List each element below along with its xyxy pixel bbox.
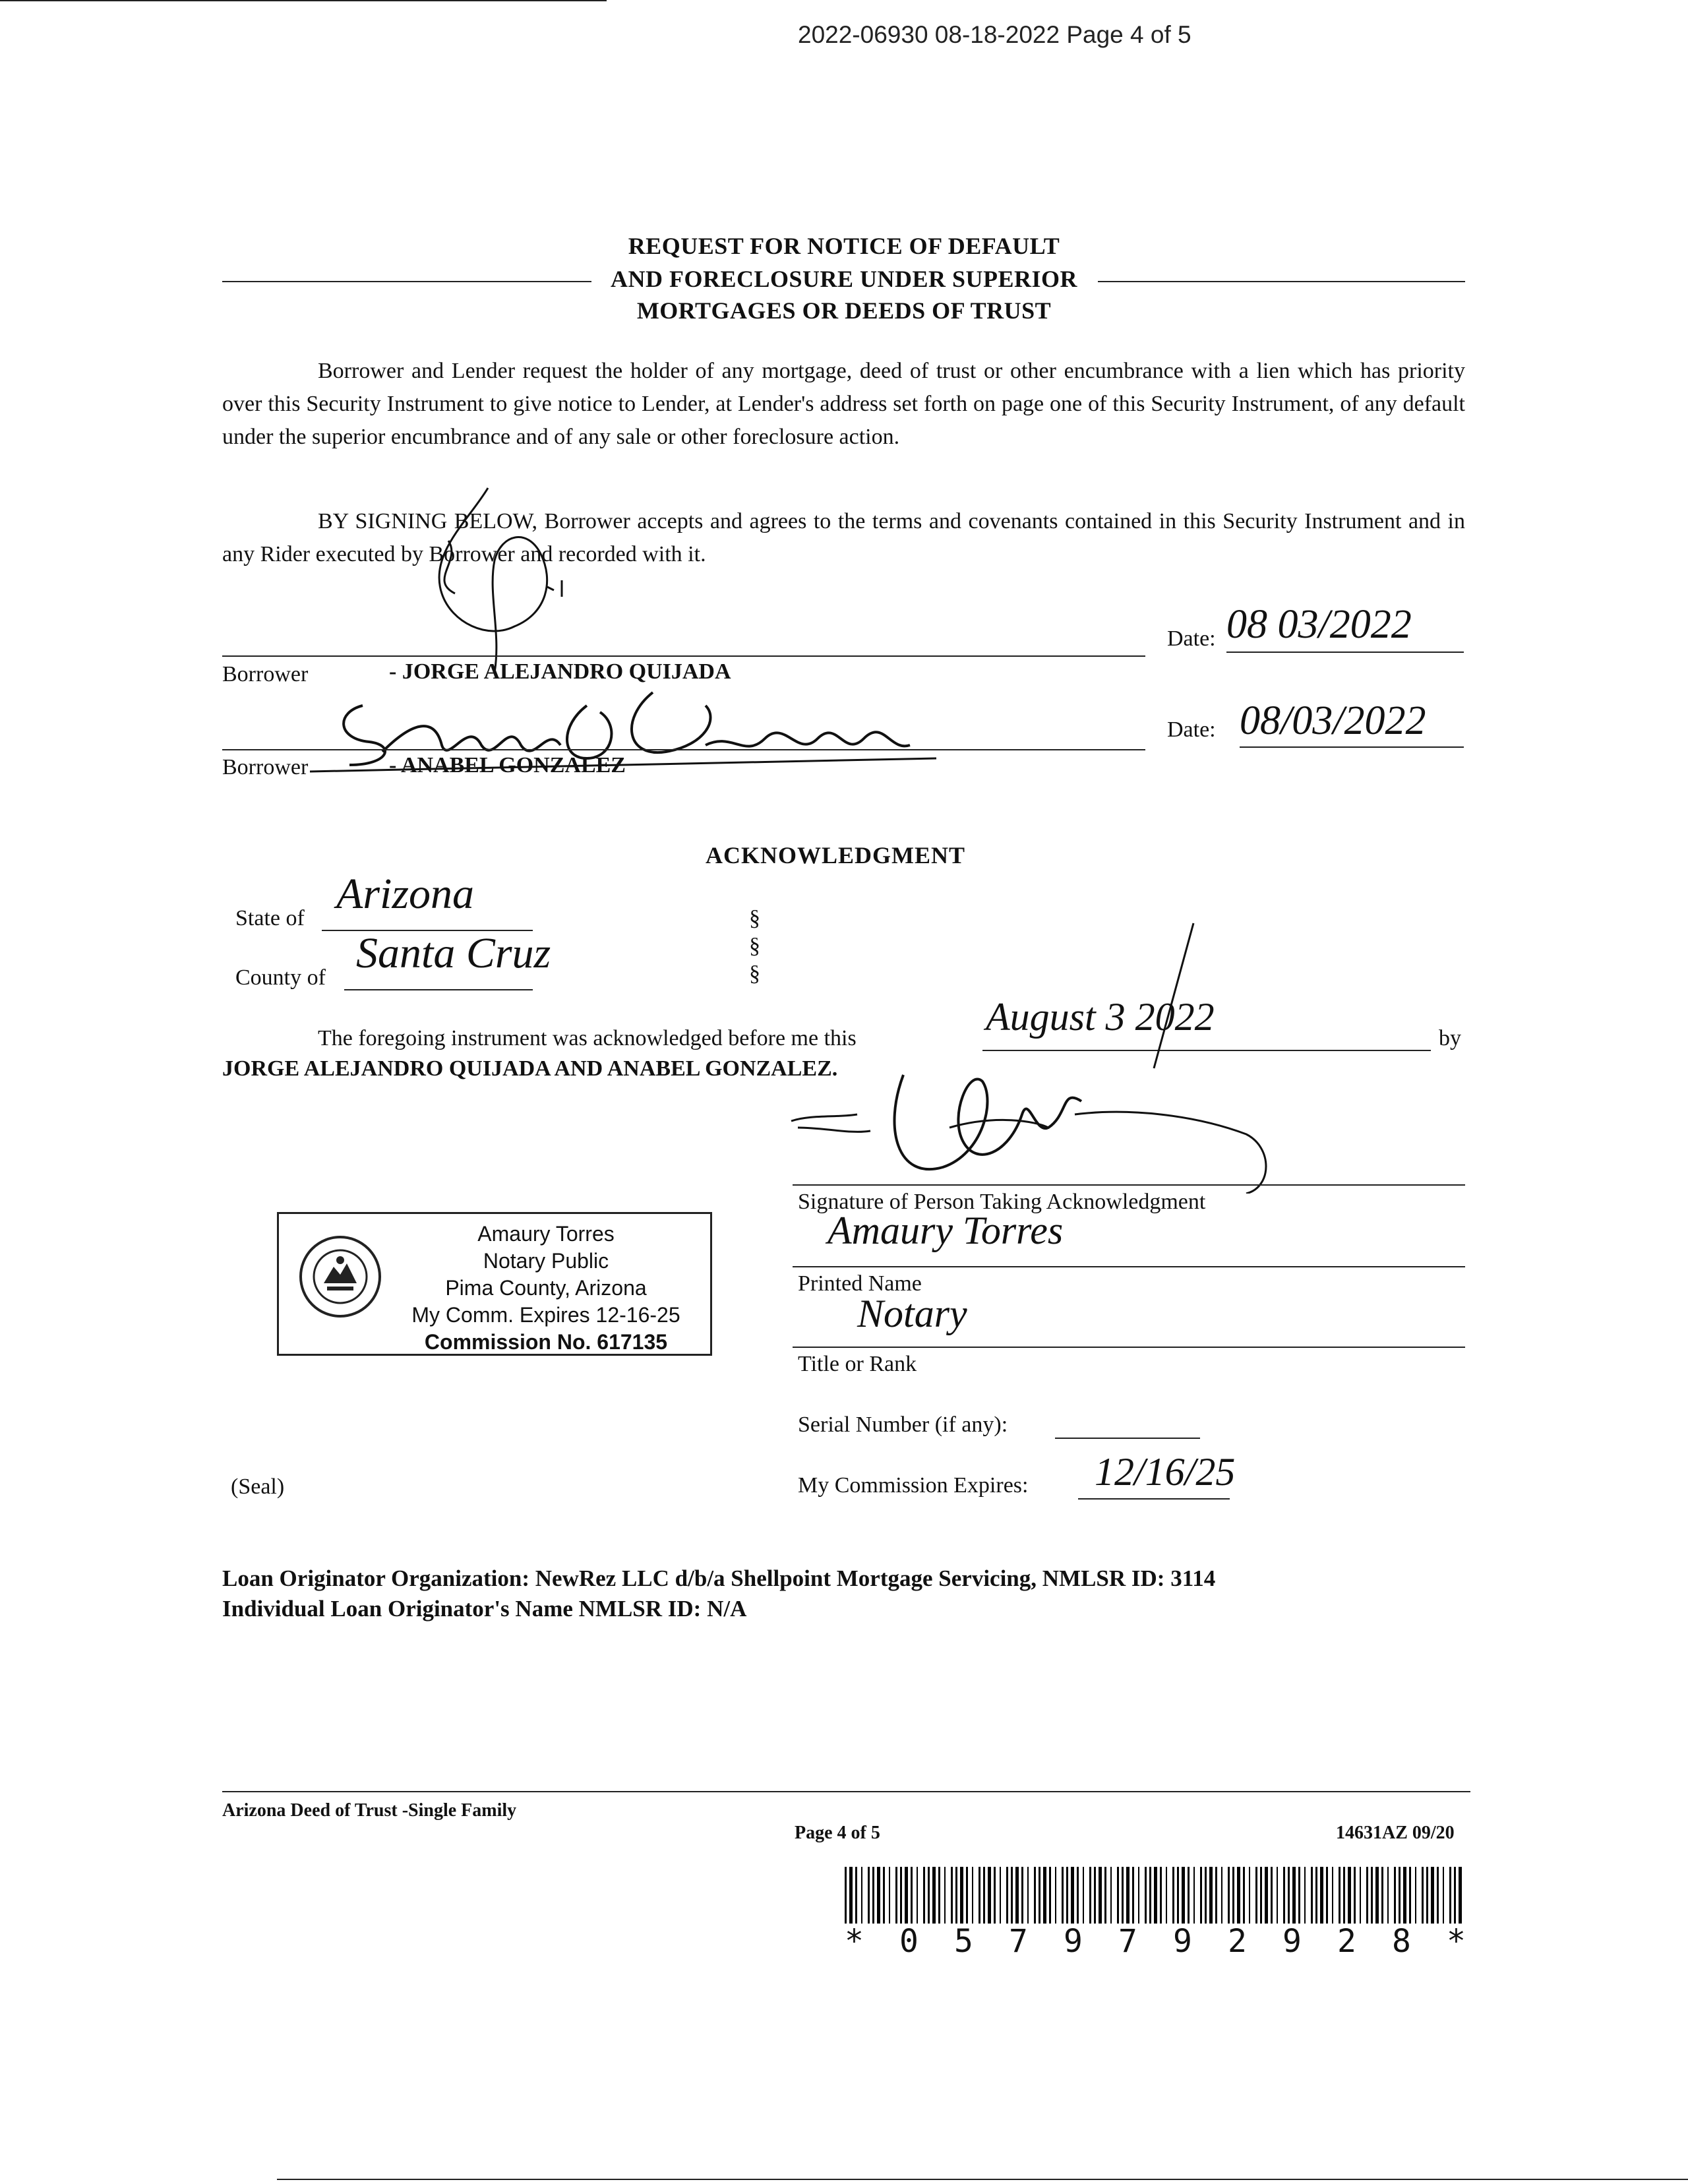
county-label: County of — [235, 965, 326, 990]
barcode-bar — [1177, 1867, 1179, 1924]
barcode-bar — [1443, 1867, 1444, 1924]
document-title-line-2: AND FORECLOSURE UNDER SUPERIOR — [610, 266, 1078, 292]
barcode-bar — [928, 1867, 930, 1924]
printed-name-line — [793, 1266, 1465, 1267]
barcode-bar — [1138, 1867, 1139, 1924]
barcode-bar — [1298, 1867, 1300, 1924]
barcode-bar — [1027, 1867, 1029, 1924]
signature-label: Signature of Person Taking Acknowledgment — [798, 1190, 1206, 1214]
barcode-bar — [951, 1867, 953, 1924]
barcode-bar — [889, 1867, 890, 1924]
barcode-bar — [988, 1867, 991, 1924]
barcode-bar — [1277, 1867, 1278, 1924]
barcode-bar — [979, 1867, 980, 1924]
barcode-bar — [1371, 1867, 1373, 1924]
barcode-bar — [1089, 1867, 1091, 1924]
barcode-bar — [900, 1867, 902, 1924]
barcode-bar — [1066, 1867, 1068, 1924]
barcode-bar — [1360, 1867, 1361, 1924]
barcode-bar — [1188, 1867, 1190, 1924]
barcode-bar — [849, 1867, 853, 1924]
borrower-2-signature-line — [222, 749, 1145, 750]
borrower-2-name: - ANABEL GONZALEZ — [389, 753, 626, 777]
barcode-bar — [1271, 1867, 1273, 1924]
stamp-notary-expires: My Comm. Expires 12-16-25 — [411, 1303, 680, 1327]
barcode-bar — [944, 1867, 946, 1924]
foregoing-text: The foregoing instrument was acknowledged before me this — [318, 1026, 857, 1050]
title-rule-right — [1098, 281, 1465, 282]
borrower-2-date-handwritten: 08/03/2022 — [1240, 698, 1426, 743]
notary-stamp-text — [388, 1221, 704, 1356]
barcode-bar — [983, 1867, 985, 1924]
barcode-bar — [877, 1867, 880, 1924]
barcode-bar — [1172, 1867, 1174, 1924]
commission-expires-handwritten: 12/16/25 — [1095, 1450, 1236, 1494]
barcode-bar — [905, 1867, 908, 1924]
borrower-1-label: Borrower — [222, 662, 309, 686]
printed-name-label: Printed Name — [798, 1271, 922, 1296]
barcode-bar — [1415, 1867, 1416, 1924]
barcode-bar — [1055, 1867, 1056, 1924]
borrower-2-date-label: Date: — [1167, 717, 1216, 742]
barcode-bar — [1260, 1867, 1262, 1924]
scan-edge-line — [0, 0, 607, 1]
barcode-bar — [1283, 1867, 1285, 1924]
barcode-bar — [1332, 1867, 1333, 1924]
footer-rule — [222, 1791, 1470, 1792]
stamp-notary-title: Notary Public — [483, 1249, 609, 1273]
serial-number-line — [1055, 1438, 1200, 1439]
borrower-1-date-handwritten: 08 03/2022 — [1226, 602, 1412, 647]
barcode-bar — [1320, 1867, 1323, 1924]
borrower-1-date-line — [1226, 652, 1464, 653]
acknowledgment-heading: ACKNOWLEDGMENT — [706, 842, 966, 868]
barcode-bar — [1343, 1867, 1345, 1924]
barcode-bar — [1459, 1867, 1462, 1924]
barcode-bar — [1387, 1867, 1389, 1924]
barcode-bar — [1243, 1867, 1245, 1924]
foregoing-date-handwritten: August 3 2022 — [986, 995, 1215, 1039]
barcode-bar — [1449, 1867, 1451, 1924]
barcode-bar — [1399, 1867, 1401, 1924]
barcode-bar — [1209, 1867, 1213, 1924]
barcode-bar — [994, 1867, 996, 1924]
borrower-1-name: - JORGE ALEJANDRO QUIJADA — [389, 659, 731, 684]
barcode-bar — [1145, 1867, 1147, 1924]
barcode-bar — [1215, 1867, 1217, 1924]
barcode-bar — [1422, 1867, 1424, 1924]
barcode-bar — [1094, 1867, 1096, 1924]
section-mark-1: § — [749, 906, 760, 930]
barcode-bar — [938, 1867, 940, 1924]
barcode-bar — [1200, 1867, 1202, 1924]
barcode-bar — [1149, 1867, 1151, 1924]
barcode-bar — [855, 1867, 857, 1924]
barcode-bar — [1339, 1867, 1341, 1924]
barcode-char: 8 — [1392, 1923, 1411, 1960]
barcode-bar — [845, 1867, 847, 1924]
barcode-bar — [966, 1867, 968, 1924]
barcode-bar — [1021, 1867, 1023, 1924]
barcode-bar — [1166, 1867, 1167, 1924]
barcode-bar — [1132, 1867, 1134, 1924]
barcode-bar — [883, 1867, 885, 1924]
barcode-bar — [1232, 1867, 1234, 1924]
form-name: Arizona Deed of Trust -Single Family — [222, 1800, 517, 1821]
barcode-bar — [1454, 1867, 1456, 1924]
barcode-bar — [911, 1867, 913, 1924]
seal-label: (Seal) — [231, 1474, 285, 1499]
notary-stamp — [277, 1212, 712, 1356]
barcode-bar — [872, 1867, 874, 1924]
barcode-char: 7 — [1118, 1923, 1137, 1960]
signature-line — [793, 1184, 1465, 1186]
barcode-bar — [1193, 1867, 1195, 1924]
barcode-bar — [960, 1867, 963, 1924]
barcode-bar — [1409, 1867, 1411, 1924]
barcode-bar — [1205, 1867, 1207, 1924]
state-label: State of — [235, 906, 305, 930]
barcode-bar — [1049, 1867, 1051, 1924]
barcode-bar — [895, 1867, 897, 1924]
printed-name-handwritten: Amaury Torres — [828, 1209, 1064, 1252]
county-handwritten: Santa Cruz — [356, 929, 551, 977]
barcode-bar — [1292, 1867, 1296, 1924]
barcode-char: 7 — [1009, 1923, 1028, 1960]
barcode-bar — [1117, 1867, 1119, 1924]
barcode-bar — [1160, 1867, 1162, 1924]
barcode-bar — [1006, 1867, 1008, 1924]
barcode-bar — [1354, 1867, 1356, 1924]
barcode-bar — [955, 1867, 957, 1924]
barcode-bar — [1126, 1867, 1130, 1924]
barcode-bar — [1039, 1867, 1040, 1924]
barcode-char: 9 — [1173, 1923, 1192, 1960]
barcode-bar — [1315, 1867, 1317, 1924]
serial-number-label: Serial Number (if any): — [798, 1412, 1008, 1437]
form-code: 14631AZ 09/20 — [1336, 1823, 1455, 1843]
barcode-char: 9 — [1282, 1923, 1302, 1960]
barcode-bar — [1237, 1867, 1240, 1924]
barcode-char: 0 — [899, 1923, 919, 1960]
barcode-bar — [972, 1867, 973, 1924]
barcode-bar — [1381, 1867, 1383, 1924]
state-handwritten: Arizona — [336, 870, 475, 918]
barcode-bar — [1426, 1867, 1428, 1924]
barcode-bar — [1154, 1867, 1157, 1924]
document-barcode — [845, 1867, 1466, 1924]
barcode-bar — [1311, 1867, 1313, 1924]
notary-signature — [785, 917, 1286, 1194]
barcode-bar — [1110, 1867, 1112, 1924]
barcode-bar — [1043, 1867, 1046, 1924]
barcode-bar — [1015, 1867, 1019, 1924]
barcode-bar — [1099, 1867, 1102, 1924]
commission-expires-label: My Commission Expires: — [798, 1473, 1029, 1498]
document-title-line-1: REQUEST FOR NOTICE OF DEFAULT — [628, 233, 1060, 259]
barcode-bar — [1288, 1867, 1290, 1924]
barcode-text — [845, 1923, 1466, 1960]
foregoing-by: by — [1439, 1026, 1461, 1050]
title-handwritten: Notary — [857, 1292, 967, 1335]
bottom-scan-line — [277, 2179, 1688, 2180]
section-mark-3: § — [749, 961, 760, 986]
barcode-bar — [868, 1867, 870, 1924]
footer-page: Page 4 of 5 — [795, 1823, 880, 1843]
commission-expires-line — [1078, 1498, 1230, 1500]
request-paragraph — [222, 355, 1465, 454]
barcode-bar — [932, 1867, 936, 1924]
barcode-bar — [1348, 1867, 1351, 1924]
borrower-1-signature — [389, 481, 607, 679]
barcode-bar — [1122, 1867, 1124, 1924]
barcode-bar — [1366, 1867, 1368, 1924]
title-line — [793, 1347, 1465, 1348]
county-line — [344, 989, 533, 990]
barcode-bar — [1437, 1867, 1439, 1924]
barcode-bar — [923, 1867, 925, 1924]
borrower-2-label: Borrower — [222, 755, 309, 779]
arizona-seal-icon — [297, 1234, 383, 1320]
barcode-bar — [917, 1867, 918, 1924]
borrower-2-date-line — [1240, 746, 1464, 748]
barcode-bar — [1000, 1867, 1001, 1924]
borrower-1-date-label: Date: — [1167, 626, 1216, 651]
barcode-bar — [1104, 1867, 1106, 1924]
barcode-bar — [1062, 1867, 1064, 1924]
barcode-bar — [1083, 1867, 1084, 1924]
barcode-char: 9 — [1064, 1923, 1083, 1960]
request-paragraph-text: Borrower and Lender request the holder of any mortgage, deed of trust or other encumbrance with a lien which has priority over this Security Instrument to give notice to Lender, at Lender's address set forth on page one of this Security Instrument, of any default under the superior encumbrance and of any sale or other foreclosure action. — [222, 359, 1465, 449]
document-title-line-3: MORTGAGES OR DEEDS OF TRUST — [636, 297, 1052, 324]
stamp-notary-name: Amaury Torres — [477, 1222, 615, 1246]
stamp-commission-number: Commission No. 617135 — [424, 1330, 668, 1354]
barcode-bar — [1304, 1867, 1306, 1924]
barcode-bar — [1071, 1867, 1074, 1924]
barcode-char: 2 — [1337, 1923, 1356, 1960]
loan-originator-organization: Loan Originator Organization: NewRez LLC d/b/a Shellpoint Mortgage Servicing, NMLSR ID: 3114 — [222, 1565, 1216, 1591]
borrower-1-signature-line — [222, 655, 1145, 657]
barcode-bar — [1326, 1867, 1328, 1924]
barcode-bar — [1249, 1867, 1250, 1924]
barcode-bar — [1375, 1867, 1379, 1924]
title-label: Title or Rank — [798, 1352, 917, 1376]
section-mark-2: § — [749, 934, 760, 958]
signing-paragraph-text: BY SIGNING BELOW, Borrower accepts and agrees to the terms and covenants contained in this Security Instrument and in any Rider executed by Borrower and recorded with it. — [222, 509, 1465, 566]
acknowledged-persons: JORGE ALEJANDRO QUIJADA AND ANABEL GONZALEZ. — [222, 1056, 838, 1081]
barcode-char: * — [845, 1923, 864, 1960]
barcode-bar — [1221, 1867, 1222, 1924]
barcode-bar — [1182, 1867, 1185, 1924]
barcode-char: 5 — [954, 1923, 973, 1960]
barcode-bar — [1265, 1867, 1268, 1924]
individual-loan-originator: Individual Loan Originator's Name NMLSR ID: N/A — [222, 1596, 747, 1622]
barcode-bar — [1394, 1867, 1396, 1924]
barcode-bar — [1034, 1867, 1036, 1924]
stamp-notary-county: Pima County, Arizona — [445, 1276, 647, 1300]
barcode-bar — [861, 1867, 862, 1924]
barcode-bar — [1255, 1867, 1257, 1924]
barcode-bar — [1011, 1867, 1013, 1924]
barcode-bar — [1403, 1867, 1406, 1924]
barcode-char: * — [1447, 1923, 1466, 1960]
barcode-bar — [1228, 1867, 1230, 1924]
barcode-bar — [1431, 1867, 1434, 1924]
barcode-char: 2 — [1228, 1923, 1247, 1960]
recording-header: 2022-06930 08-18-2022 Page 4 of 5 — [798, 21, 1191, 48]
barcode-bar — [1077, 1867, 1079, 1924]
